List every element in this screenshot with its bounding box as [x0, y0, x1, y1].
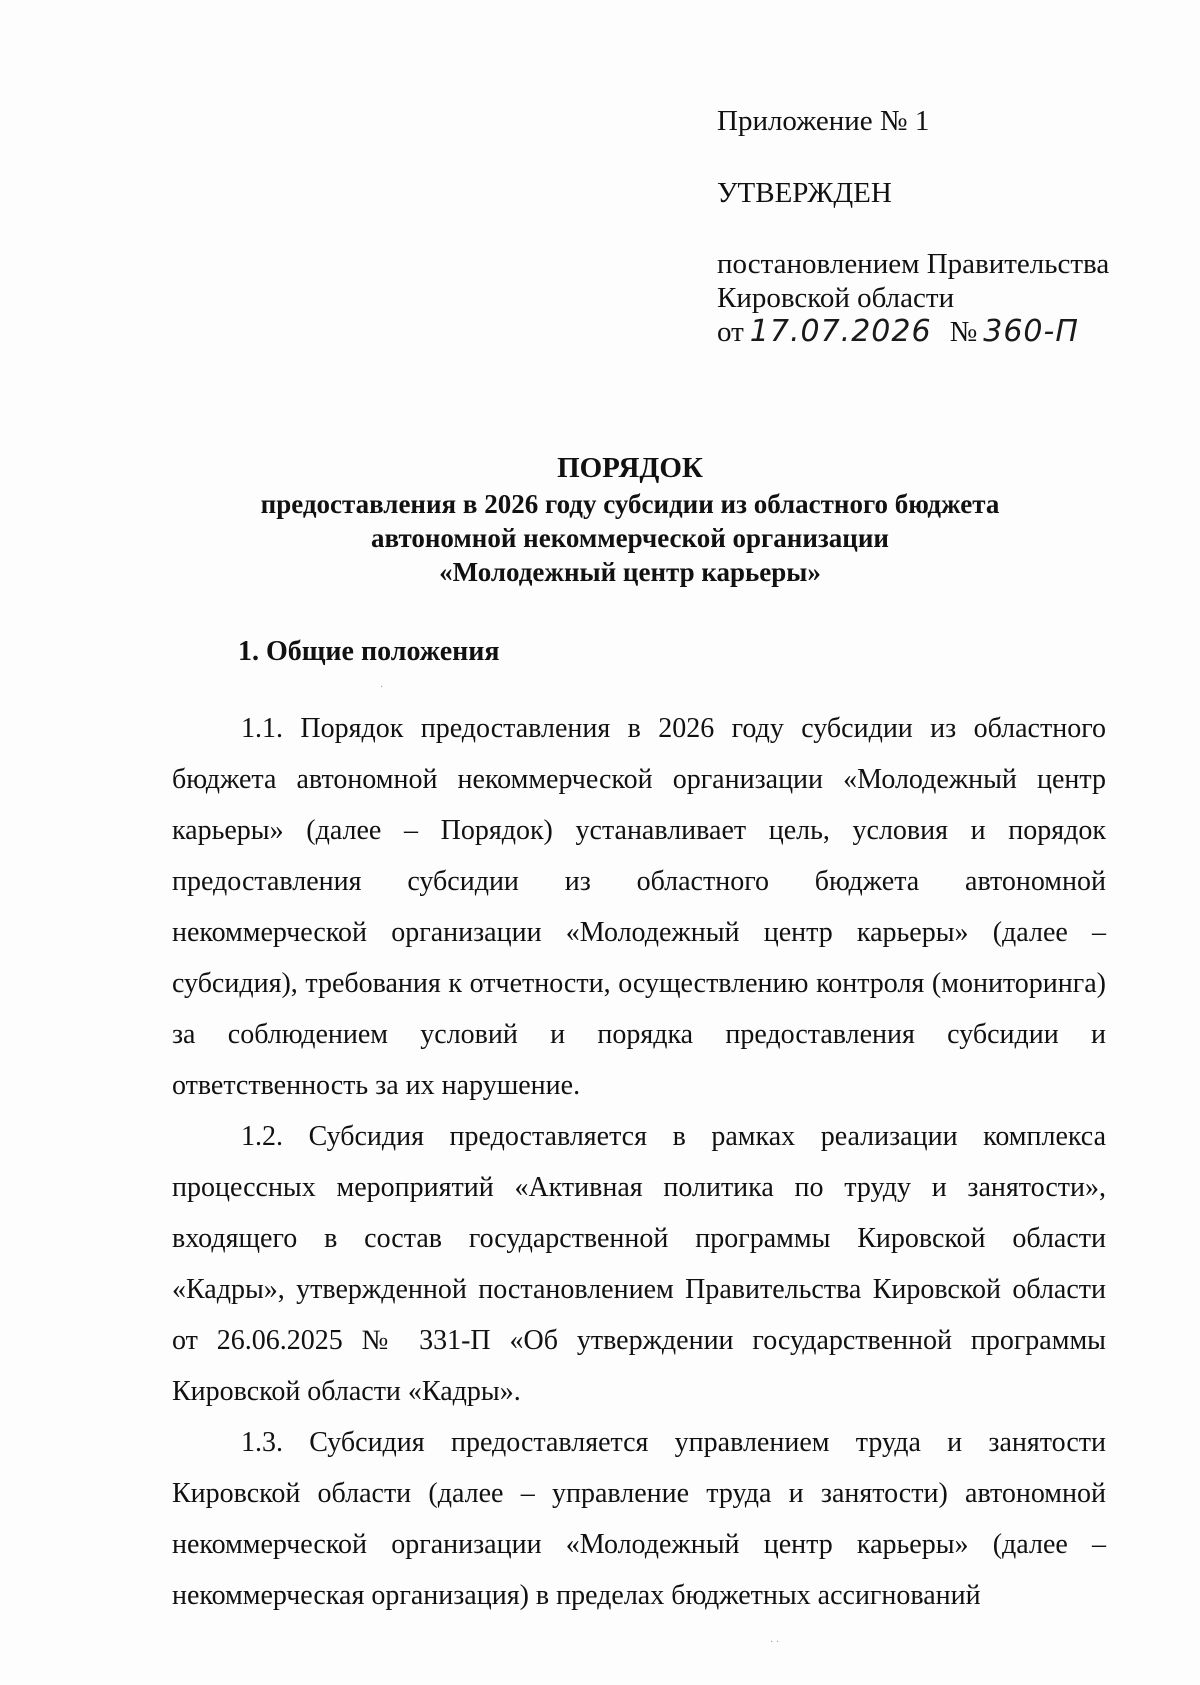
- appendix-label: Приложение № 1: [717, 105, 930, 137]
- scan-speck: · ·: [770, 1637, 780, 1648]
- from-label: от: [717, 316, 744, 348]
- title-line-3: «Молодежный центр карьеры»: [439, 557, 821, 587]
- scan-speck: ·: [380, 682, 384, 693]
- approved-label: УТВЕРЖДЕН: [717, 177, 892, 209]
- approved-by-line-1: постановлением Правительства: [717, 248, 1110, 280]
- title-main: ПОРЯДОК: [557, 452, 703, 484]
- paragraph-1-3: 1.3. Субсидия предоставляется управлением труда и занятости Кировской области (далее – управление труда и занятости) автономной некоммерческой организации «Молодежный центр карьеры» (далее – некоммерческая организация) в пределах бюджетных ассигнований: [172, 1427, 1106, 1611]
- handwritten-date: 17.07.2026: [749, 314, 932, 349]
- document-body: [172, 703, 1106, 1621]
- title-line-2: автономной некоммерческой организации: [371, 523, 889, 553]
- paragraph-1-2: 1.2. Субсидия предоставляется в рамках реализации комплекса процессных мероприятий «Активная политика по труду и занятости», входящего в состав государственной программы Кировской области «Кадры», утвержденной постановлением Правительства Кировской области от 26.06.2025 № 331-П «Об утверждении государственной программы Кировской области «Кадры».: [172, 1121, 1106, 1407]
- section-heading: 1. Общие положения: [238, 636, 500, 667]
- title-line-1: предоставления в 2026 году субсидии из областного бюджета: [260, 489, 1000, 519]
- resolution-date-number: [717, 315, 1079, 349]
- document-title: [0, 451, 1200, 589]
- handwritten-number: 360-П: [983, 314, 1079, 349]
- number-label: №: [949, 316, 978, 348]
- approved-by-line-2: Кировской области: [717, 282, 955, 314]
- paragraph-1-1: 1.1. Порядок предоставления в 2026 году субсидии из областного бюджета автономной некоммерческой организации «Молодежный центр карьеры» (далее – Порядок) устанавливает цель, условия и порядок предоставления субсидии из областного бюджета автономной некоммерческой организации «Молодежный центр карьеры» (далее – субсидия), требования к отчетности, осуществлению контроля (мониторинга) за соблюдением условий и порядка предоставления субсидии и ответственность за их нарушение.: [172, 713, 1106, 1101]
